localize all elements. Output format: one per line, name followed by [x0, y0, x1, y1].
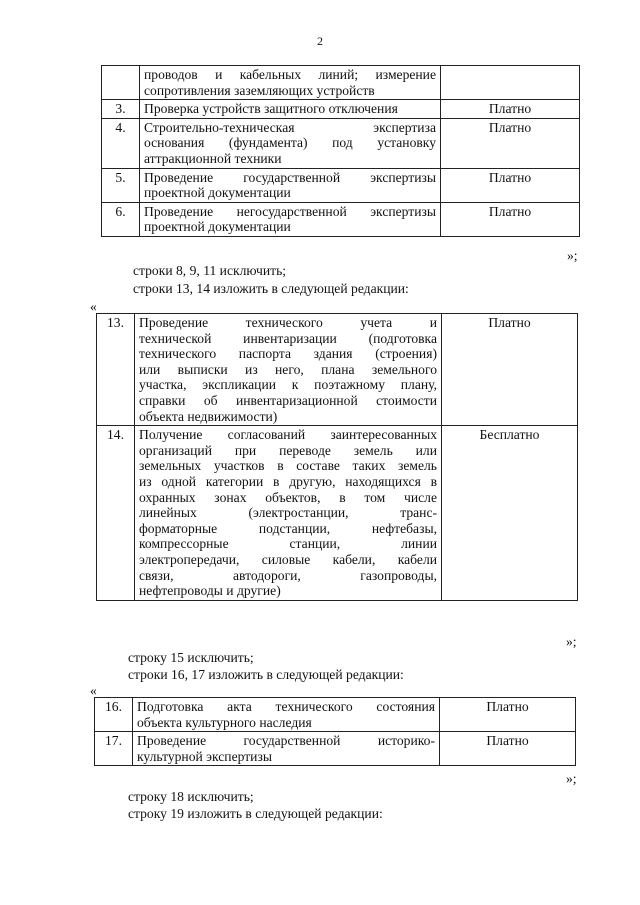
table-row	[102, 100, 580, 119]
service-name	[135, 426, 442, 601]
service-text-line: форматорные подстанции, нефтебазы,	[139, 520, 437, 536]
service-text-line: Проведение технического учета и	[139, 315, 437, 330]
service-text-line: электропередачи, силовые кабели, кабели	[139, 551, 437, 567]
instruction-rows-13-14-new-edition: строки 13, 14 изложить в следующей редакции:	[133, 281, 409, 296]
service-text-line: участка, экспликации к поэтажному плану,	[139, 377, 437, 393]
service-text-line: проектной документации	[144, 185, 291, 201]
opening-quote-1: «	[90, 299, 97, 314]
row-number: 5.	[102, 168, 140, 202]
row-number	[102, 66, 140, 100]
service-text-line: земельных участков в составе таких земель	[139, 458, 437, 474]
service-name	[140, 202, 441, 236]
service-text-line: Подготовка акта технического состояния	[137, 699, 435, 714]
service-text-line: связи, автодороги, газопроводы,	[139, 567, 437, 583]
table-row	[102, 118, 580, 168]
table-row	[97, 426, 578, 601]
service-text-line: справки об инвентаризационной стоимости	[139, 392, 437, 408]
service-text-line: Проверка устройств защитного отключения	[144, 101, 398, 117]
closing-quote-1: »;	[567, 248, 578, 263]
payment-status: Бесплатно	[442, 426, 578, 601]
service-text-line: компрессорные станции, линии	[139, 536, 437, 552]
services-table-rows-16-17	[94, 697, 576, 766]
service-name	[135, 314, 442, 426]
service-name	[140, 100, 441, 119]
service-text-line: технической инвентаризации (подготовка	[139, 330, 437, 346]
payment-status	[441, 66, 580, 100]
row-number: 3.	[102, 100, 140, 119]
service-text-line: Проведение негосударственной экспертизы	[144, 203, 436, 219]
service-name	[133, 698, 440, 732]
instruction-row-19-new-edition: строку 19 изложить в следующей редакции:	[128, 806, 383, 821]
instruction-exclude-rows-8-9-11: строки 8, 9, 11 исключить;	[133, 263, 287, 278]
payment-status: Платно	[440, 732, 576, 766]
instruction-exclude-row-18: строку 18 исключить;	[128, 789, 254, 804]
row-number: 17.	[95, 732, 133, 766]
table-row	[102, 66, 580, 100]
table-row	[102, 168, 580, 202]
instruction-exclude-row-15: строку 15 исключить;	[128, 650, 254, 665]
payment-status: Платно	[441, 118, 580, 168]
service-text-line: основания (фундамента) под установку	[144, 135, 436, 151]
page-number: 2	[317, 34, 323, 48]
service-text-line: или выписки из него, плана земельного	[139, 361, 437, 377]
services-table-rows-13-14	[96, 313, 578, 601]
service-text-line: нефтепроводы и другие)	[139, 583, 281, 599]
service-name	[140, 168, 441, 202]
service-text-line: Строительно-техническая экспертиза	[144, 119, 436, 135]
closing-quote-3: »;	[566, 771, 577, 786]
row-number: 14.	[97, 426, 135, 601]
service-text-line: охранных зонах объектов, в том числе	[139, 489, 437, 505]
service-text-line: объекта недвижимости)	[139, 408, 278, 424]
service-text-line: культурной экспертизы	[137, 748, 272, 764]
service-text-line: Проведение государственной экспертизы	[144, 169, 436, 185]
service-text-line: из одной категории в другую, находящихся в	[139, 473, 437, 489]
service-text-line: сопротивления заземляющих устройств	[144, 82, 375, 98]
payment-status: Платно	[440, 698, 576, 732]
service-text-line: проводов и кабельных линий; измерение	[144, 67, 436, 82]
service-text-line: проектной документации	[144, 219, 291, 235]
row-number: 4.	[102, 118, 140, 168]
services-table-part-1	[101, 65, 580, 237]
payment-status: Платно	[441, 168, 580, 202]
service-name	[133, 732, 440, 766]
service-text-line: организаций при переводе земель или	[139, 442, 437, 458]
service-text-line: объекта культурного наследия	[137, 714, 312, 730]
payment-status: Платно	[441, 202, 580, 236]
service-name	[140, 66, 441, 100]
service-name	[140, 118, 441, 168]
opening-quote-2: «	[90, 683, 97, 698]
row-number: 16.	[95, 698, 133, 732]
table-row	[95, 698, 576, 732]
instruction-rows-16-17-new-edition: строки 16, 17 изложить в следующей редакции:	[128, 667, 404, 682]
row-number: 13.	[97, 314, 135, 426]
service-text-line: линейных (электростанции, транс-	[139, 505, 437, 521]
service-text-line: технического паспорта здания (строения)	[139, 346, 437, 362]
table-row	[97, 314, 578, 426]
payment-status: Платно	[441, 100, 580, 119]
payment-status: Платно	[442, 314, 578, 426]
table-row	[102, 202, 580, 236]
service-text-line: Получение согласований заинтересованных	[139, 427, 437, 443]
table-row	[95, 732, 576, 766]
service-text-line: Проведение государственной историко-	[137, 733, 435, 749]
closing-quote-2: »;	[566, 634, 577, 649]
row-number: 6.	[102, 202, 140, 236]
service-text-line: аттракционной техники	[144, 150, 282, 166]
